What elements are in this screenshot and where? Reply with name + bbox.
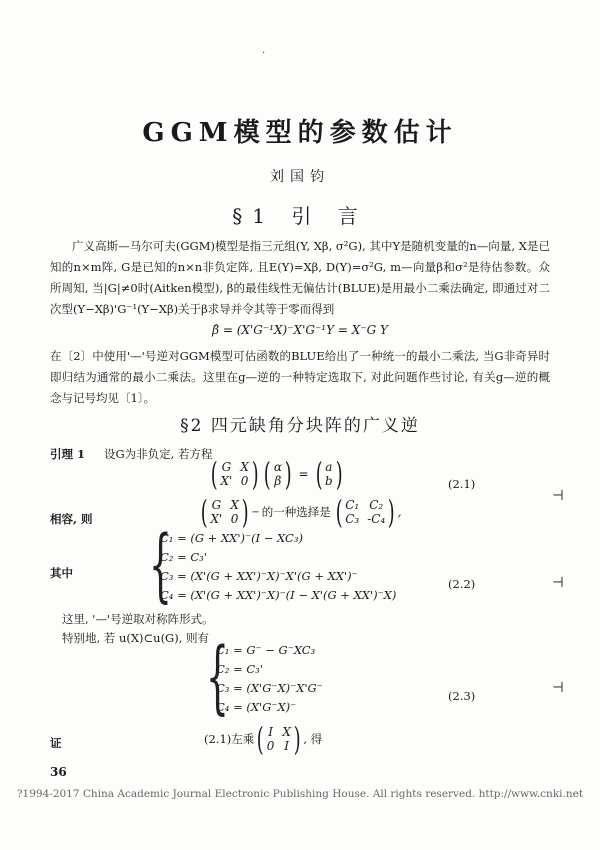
- section-heading-1: §1 引 言: [232, 204, 368, 228]
- paper-title: GGM模型的参数估计: [142, 118, 458, 148]
- lemma-text: 设G为非负定, 若方程: [104, 447, 213, 461]
- equation-2-1: ( G X' X 0 ) ( α β ) = ( a b ): [210, 455, 343, 493]
- brace-2-3: {: [205, 630, 229, 723]
- scan-dot: ·: [262, 48, 266, 59]
- where-label: 其中: [50, 566, 73, 580]
- c1-special: C₁ = G⁻ − G⁻XC₃: [216, 643, 316, 657]
- c3-definition: C₃ = (X'(G + XX')⁻X)⁻X'(G + XX')⁻: [160, 569, 358, 583]
- lemma-label: 引理 1: [50, 447, 86, 461]
- eq-number-2-1: (2.1): [448, 477, 476, 491]
- c4-special: C₄ = (X'G⁻X)⁻: [216, 700, 297, 714]
- c4-definition: C₄ = (X'(G + XX')⁻X)⁻(I − X'(G + XX')⁻X): [160, 588, 397, 602]
- author: 刘国钧: [270, 169, 330, 185]
- special-case: 特别地, 若 u(X)⊂u(G), 则有: [62, 631, 210, 645]
- margin-mark: ⊣: [552, 680, 565, 696]
- c-definitions: [160, 531, 396, 607]
- eq-number-2-2: (2.2): [448, 577, 476, 591]
- c2-special: C₂ = C₃': [216, 662, 263, 676]
- intro-p2: 在〔2〕中使用'—'号逆对GGM模型可估函数的BLUE给出了一种统一的最小二乘法, 当G非奇异时即归结为通常的最小二乘法。这里在g—逆的一种特定选取下, 对此问题作些讨论, 有关g—逆的概念与记号均见〔1〕。: [50, 349, 550, 405]
- c1-definition: C₁ = (G + XX')⁻(I − XC₃): [160, 531, 303, 545]
- brace-2-2: {: [148, 518, 172, 611]
- c2-definition: C₂ = C₃': [160, 550, 207, 564]
- intro-paragraph-2: [50, 346, 550, 409]
- eq-number-2-3: (2.3): [448, 689, 476, 703]
- proof-line: (2.1)左乘 ( I 0 X I ) , 得: [204, 720, 323, 758]
- page-number: 36: [50, 765, 67, 779]
- consistent-label: 相容, 则: [50, 512, 93, 526]
- intro-p1: 广义高斯—马尔可夫(GGM)模型是指三元组(Y, Xβ, σ²G), 其中Y是随机变量的n—向量, X是已知的n×m阵, G是已知的n×n非负定阵, 且E(Y)=Xβ, D(Y)=σ²G, m—向量β和σ²是待估参数。众所周知, 当|G|≠0时(Aitken模型), β的最佳线性无偏估计(BLUE)是用最小二乘法确定, 即通过对二次型(Y−Xβ)'G⁻¹(Y−Xβ)关于β求导并令其等于零而得到: [50, 239, 550, 316]
- margin-mark: ⊣: [552, 488, 565, 504]
- proof-label: 证: [50, 736, 62, 750]
- inverse-choice: ( G X' X 0 ) − 的一种选择是 ( C₁ C₃ C₂ -C₄ ) ,: [200, 493, 402, 531]
- margin-mark: ⊣: [552, 575, 565, 591]
- intro-paragraph: [50, 236, 550, 320]
- equation-blue: β̂ = (X'G⁻¹X)⁻X'G⁻¹Y = X⁻G Y: [212, 323, 388, 337]
- inverse-note: 这里, '—'号逆取对称阵形式。: [62, 612, 214, 626]
- c-definitions-special: [216, 643, 323, 719]
- c3-special: C₃ = (X'G⁻X)⁻X'G⁻: [216, 681, 323, 695]
- section-heading-2: §2 四元缺角分块阵的广义逆: [180, 416, 420, 436]
- copyright-line: ?1994-2017 China Academic Journal Electronic Publishing House. All rights reserved. http://www.cnki.net: [16, 788, 584, 800]
